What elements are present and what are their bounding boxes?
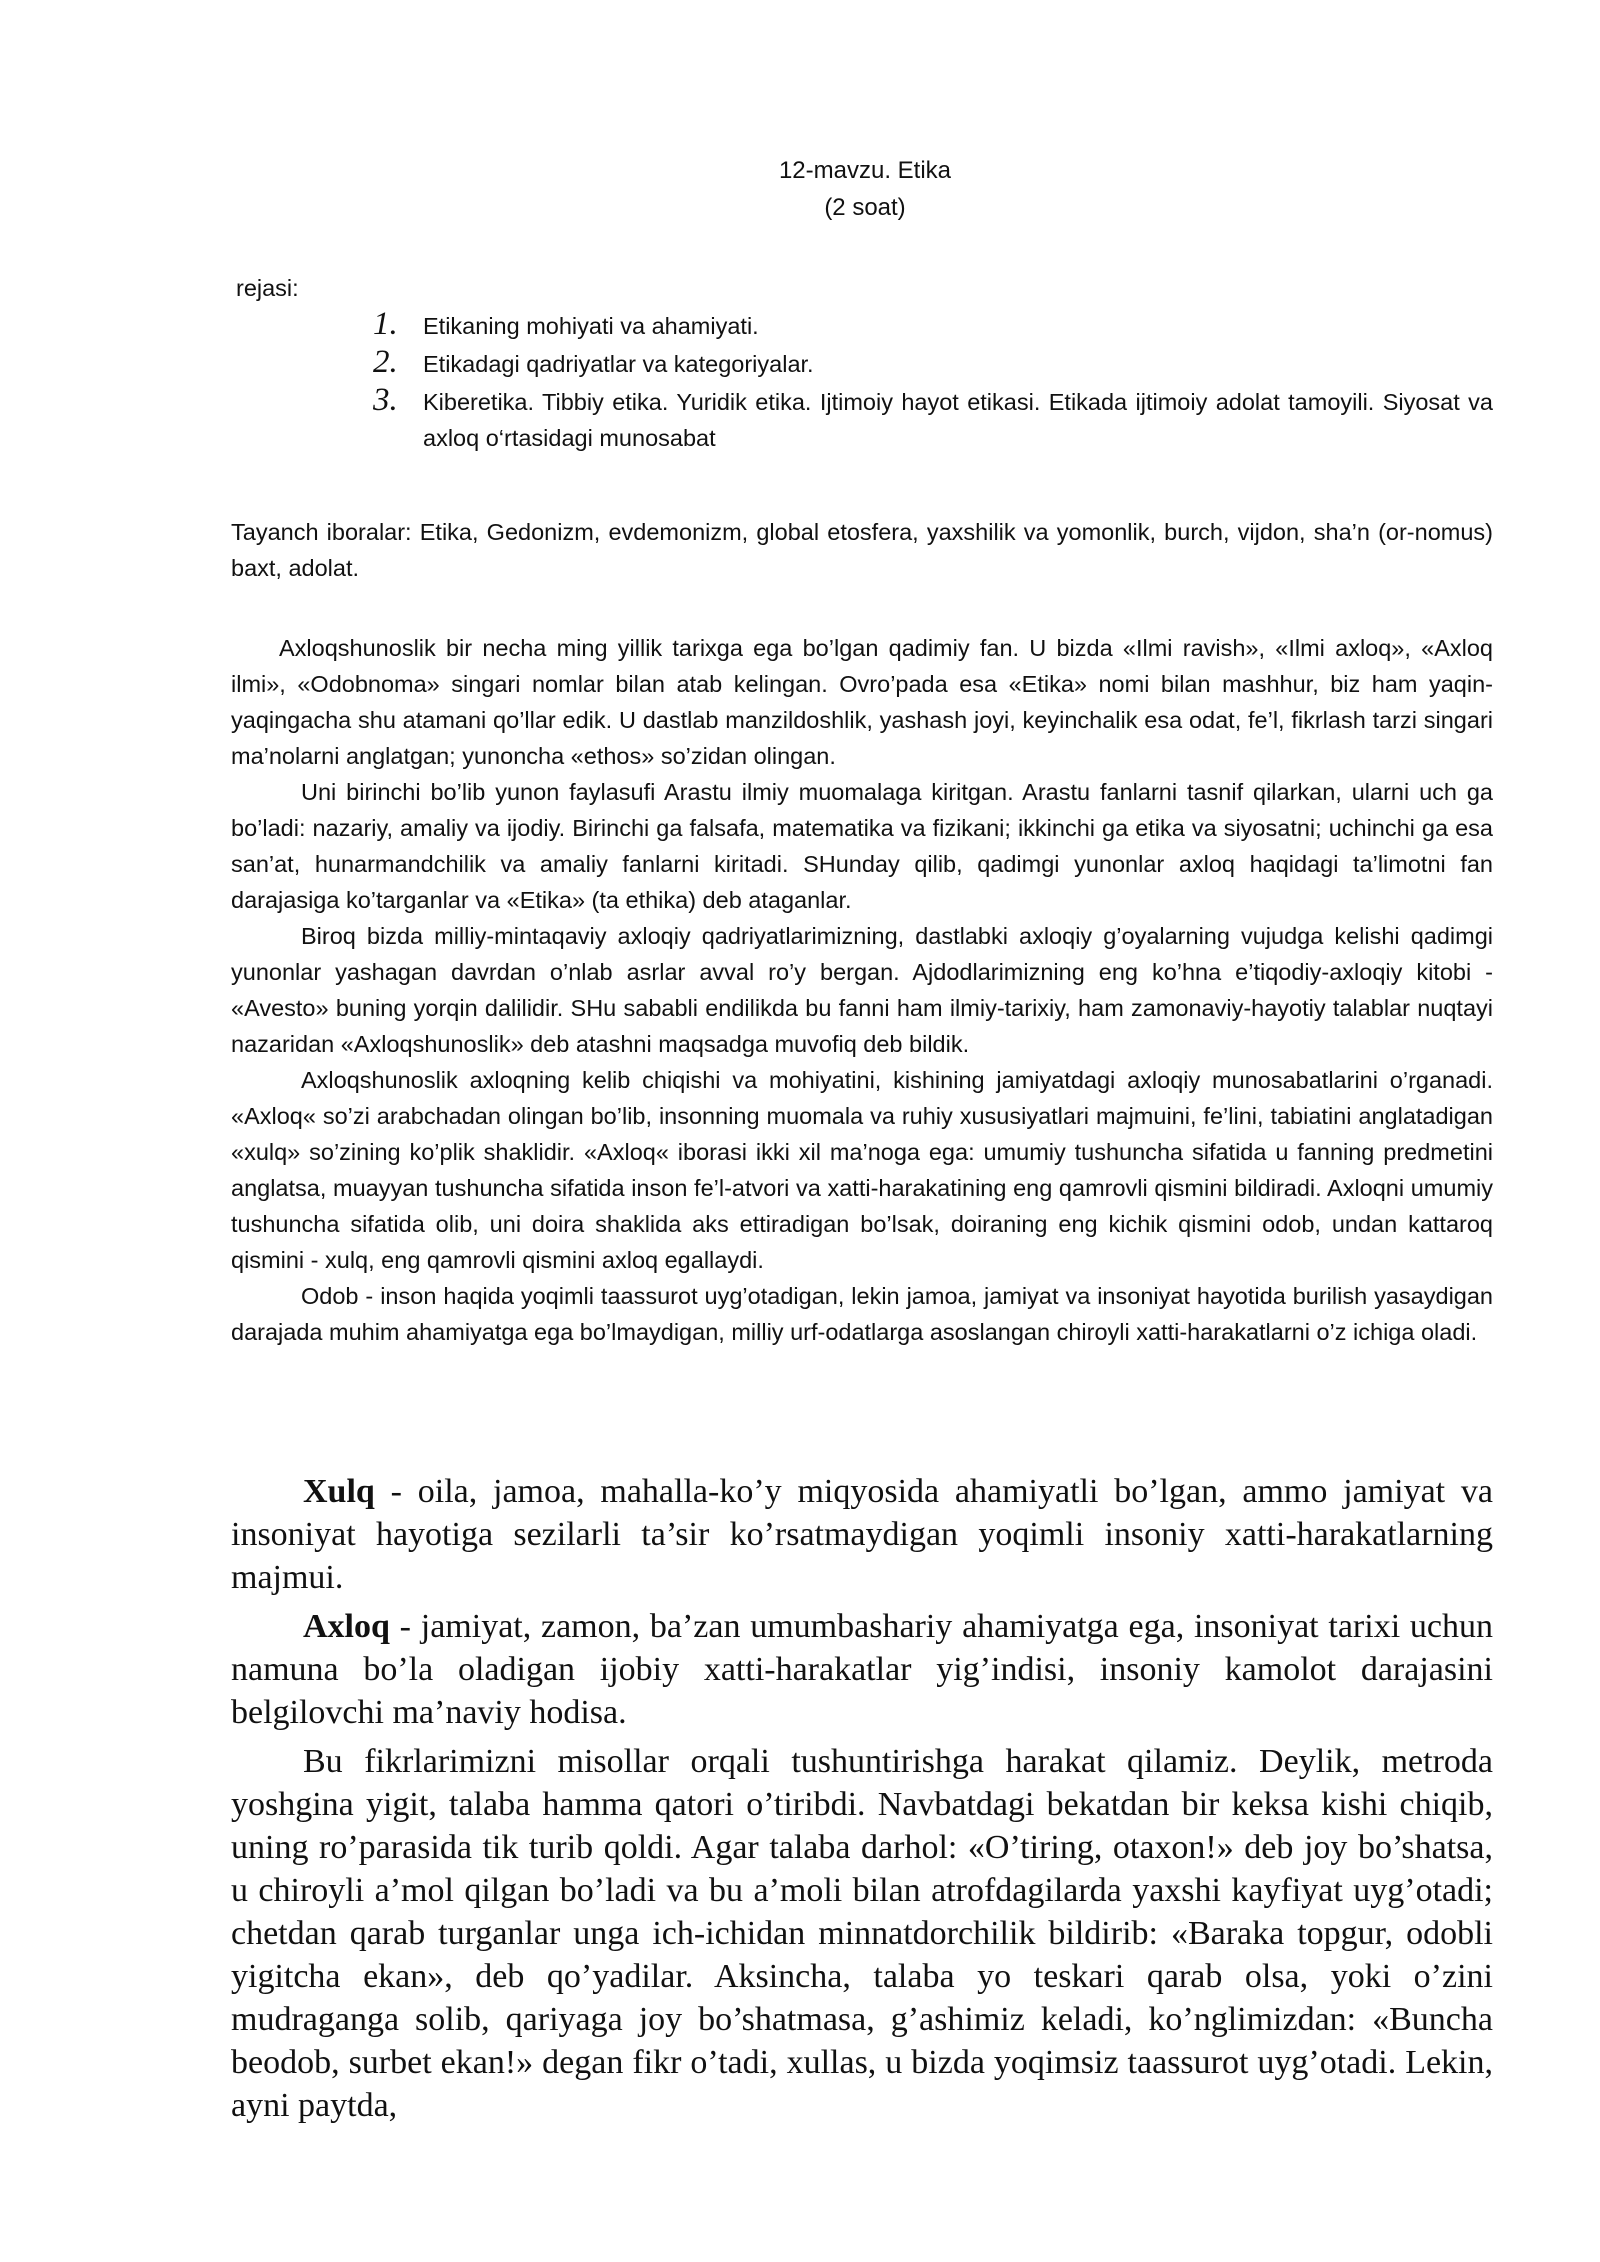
topic-title xyxy=(0,152,1600,226)
definition-paragraph xyxy=(231,1470,1493,1599)
topic-duration: (2 soat) xyxy=(824,194,906,221)
body-text-serif xyxy=(231,1470,1493,2133)
plan-item-number: 2. xyxy=(373,344,398,380)
paragraph: Axloqshunoslik bir necha ming yillik tarixga ega bo’lgan qadimiy fan. U bizda «Ilmi ravish», «Ilmi axloq», «Axloq ilmi», «Odobnoma» singari nomlar bilan atab kelingan. Ovro’pada esa «Etika» nomi bilan mashhur, biz ham yaqin-yaqingacha shu atamani qo’llar edik. U dastlab manzildoshlik, yashash joyi, keyinchalik esa odat, fe’l, fikrlash tarzi singari ma’nolarni anglatgan; yunoncha «ethos» so’zidan olingan. xyxy=(231,635,1493,769)
plan-item xyxy=(373,382,1493,456)
plan-item-text: Kiberetika. Tibbiy etika. Yuridik etika. Ijtimoiy hayot etikasi. Etikada ijtimoiy adolat tamoyili. Siyosat va axloq o‘rtasidagi munosabat xyxy=(423,389,1493,451)
definition-paragraph xyxy=(231,1605,1493,1734)
plan-list xyxy=(373,306,1493,456)
paragraph: Uni birinchi bo’lib yunon faylasufi Arastu ilmiy muomalaga kiritgan. Arastu fanlarni tasnif qilarkan, ularni uch ga bo’ladi: nazariy, amaliy va ijodiy. Birinchi ga falsafa, matematika va fizikani; ikkinchi ga etika va siyosatni; uchinchi ga esa san’at, hunarmandchilik va amaliy fanlarni kiritadi. SHunday qilib, qadimgi yunonlar axloq haqidagi ta’limotni fan darajasiga ko’targanlar va «Etika» (ta ethika) deb ataganlar. xyxy=(231,779,1493,913)
paragraph: Bu fikrlarimizni misollar orqali tushuntirishga harakat qilamiz. Deylik, metroda yoshgina yigit, talaba hamma qatori o’tiribdi. Navbatdagi bekatdan bir keksa kishi chiqib, uning ro’parasida tik turib qoldi. Agar talaba darhol: «O’tiring, otaxon!» deb joy bo’shatsa, u chiroyli a’mol qilgan bo’ladi va bu a’moli bilan atrofdagilarda yaxshi kayfiyat uyg’otadi; chetdan qarab turganlar unga ich-ichidan minnatdorchilik bildirib: «Baraka topgur, odobli yigitcha ekan», deb qo’yadilar. Aksincha, talaba yo teskari qarab olsa, yoki o’zini mudraganga solib, qariyaga joy bo’shatmasa, g’ashimiz keladi, ko’nglimizdan: «Buncha beodob, surbet ekan!» degan fikr o’tadi, xullas, u bizda yoqimsiz taassurot uyg’otadi. Lekin, ayni paytda, xyxy=(231,1743,1493,2124)
key-terms: Tayanch iboralar: Etika, Gedonizm, evdemonizm, global etosfera, yaxshilik va yomonlik, burch, vijdon, sha’n (or-nomus) baxt, adolat. xyxy=(231,519,1493,581)
paragraph: Biroq bizda milliy-mintaqaviy axloqiy qadriyatlarimizning, dastlabki axloqiy g’oyalarning vujudga kelishi qadimgi yunonlar yashagan davrdan o’nlab asrlar avval ro’y bergan. Ajdodlarimizning eng ko’hna e’tiqodiy-axloqiy kitobi - «Avesto» buning yorqin dalilidir. SHu sababli endilikda bu fanni ham ilmiy-tarixiy, ham zamonaviy-hayotiy talablar nuqtayi nazaridan «Axloqshunoslik» deb atashni maqsadga muvofiq deb bildik. xyxy=(231,923,1493,1057)
plan-item xyxy=(373,306,1493,344)
paragraph: Odob - inson haqida yoqimli taassurot uyg’otadigan, lekin jamoa, jamiyat va insoniyat hayotida burilish yasaydigan darajada muhim ahamiyatga ega bo’lmaydigan, milliy urf-odatlarga asoslangan chiroyli xatti-harakatlarni o’z ichiga oladi. xyxy=(231,1283,1493,1345)
definition-term: Axloq xyxy=(303,1608,390,1645)
definition-term: Xulq xyxy=(303,1473,375,1510)
definition-text: - jamiyat, zamon, ba’zan umumbashariy ahamiyatga ega, insoniyat tarixi uchun namuna bo’la oladigan ijobiy xatti-harakatlar yig’indisi, insoniy kamolot darajasini belgilovchi ma’naviy hodisa. xyxy=(231,1608,1493,1731)
topic-title-line: 12-mavzu. Etika xyxy=(778,157,952,184)
plan-item-number: 3. xyxy=(373,382,398,418)
plan-item xyxy=(373,344,1493,382)
paragraph: Axloqshunoslik axloqning kelib chiqishi va mohiyatini, kishining jamiyatdagi axloqiy munosabatlarini o’rganadi. «Axloq« so’zi arabchadan olingan bo’lib, insonning muomala va ruhiy xususiyatlari majmuini, fe’lini, tabiatini anglatadigan «xulq» so’zining ko’plik shaklidir. «Axloq« iborasi ikki xil ma’noga ega: umumiy tushuncha sifatida u fanning predmetini anglatsa, muayyan tushuncha sifatida inson fe’l-atvori va xatti-harakatining eng qamrovli qismini bildiradi. Axloqni umumiy tushuncha sifatida olib, uni doira shaklida aks ettiradigan bo’lsak, doiraning eng kichik qismini odob, undan kattaroq qismini - xulq, eng qamrovli qismini axloq egallaydi. xyxy=(231,1067,1493,1273)
plan-item-text: Etikaning mohiyati va ahamiyati. xyxy=(423,313,759,339)
plan-item-number: 1. xyxy=(373,306,398,342)
body-text-sans xyxy=(231,630,1493,1350)
definition-text: - oila, jamoa, mahalla-ko’y miqyosida ahamiyatli bo’lgan, ammo jamiyat va insoniyat hayotiga sezilarli ta’sir ko’rsatmaydigan yoqimli insoniy xatti-harakatlarning majmui. xyxy=(231,1473,1493,1596)
plan-heading: rejasi: xyxy=(236,275,299,301)
plan-item-text: Etikadagi qadriyatlar va kategoriyalar. xyxy=(423,351,814,377)
